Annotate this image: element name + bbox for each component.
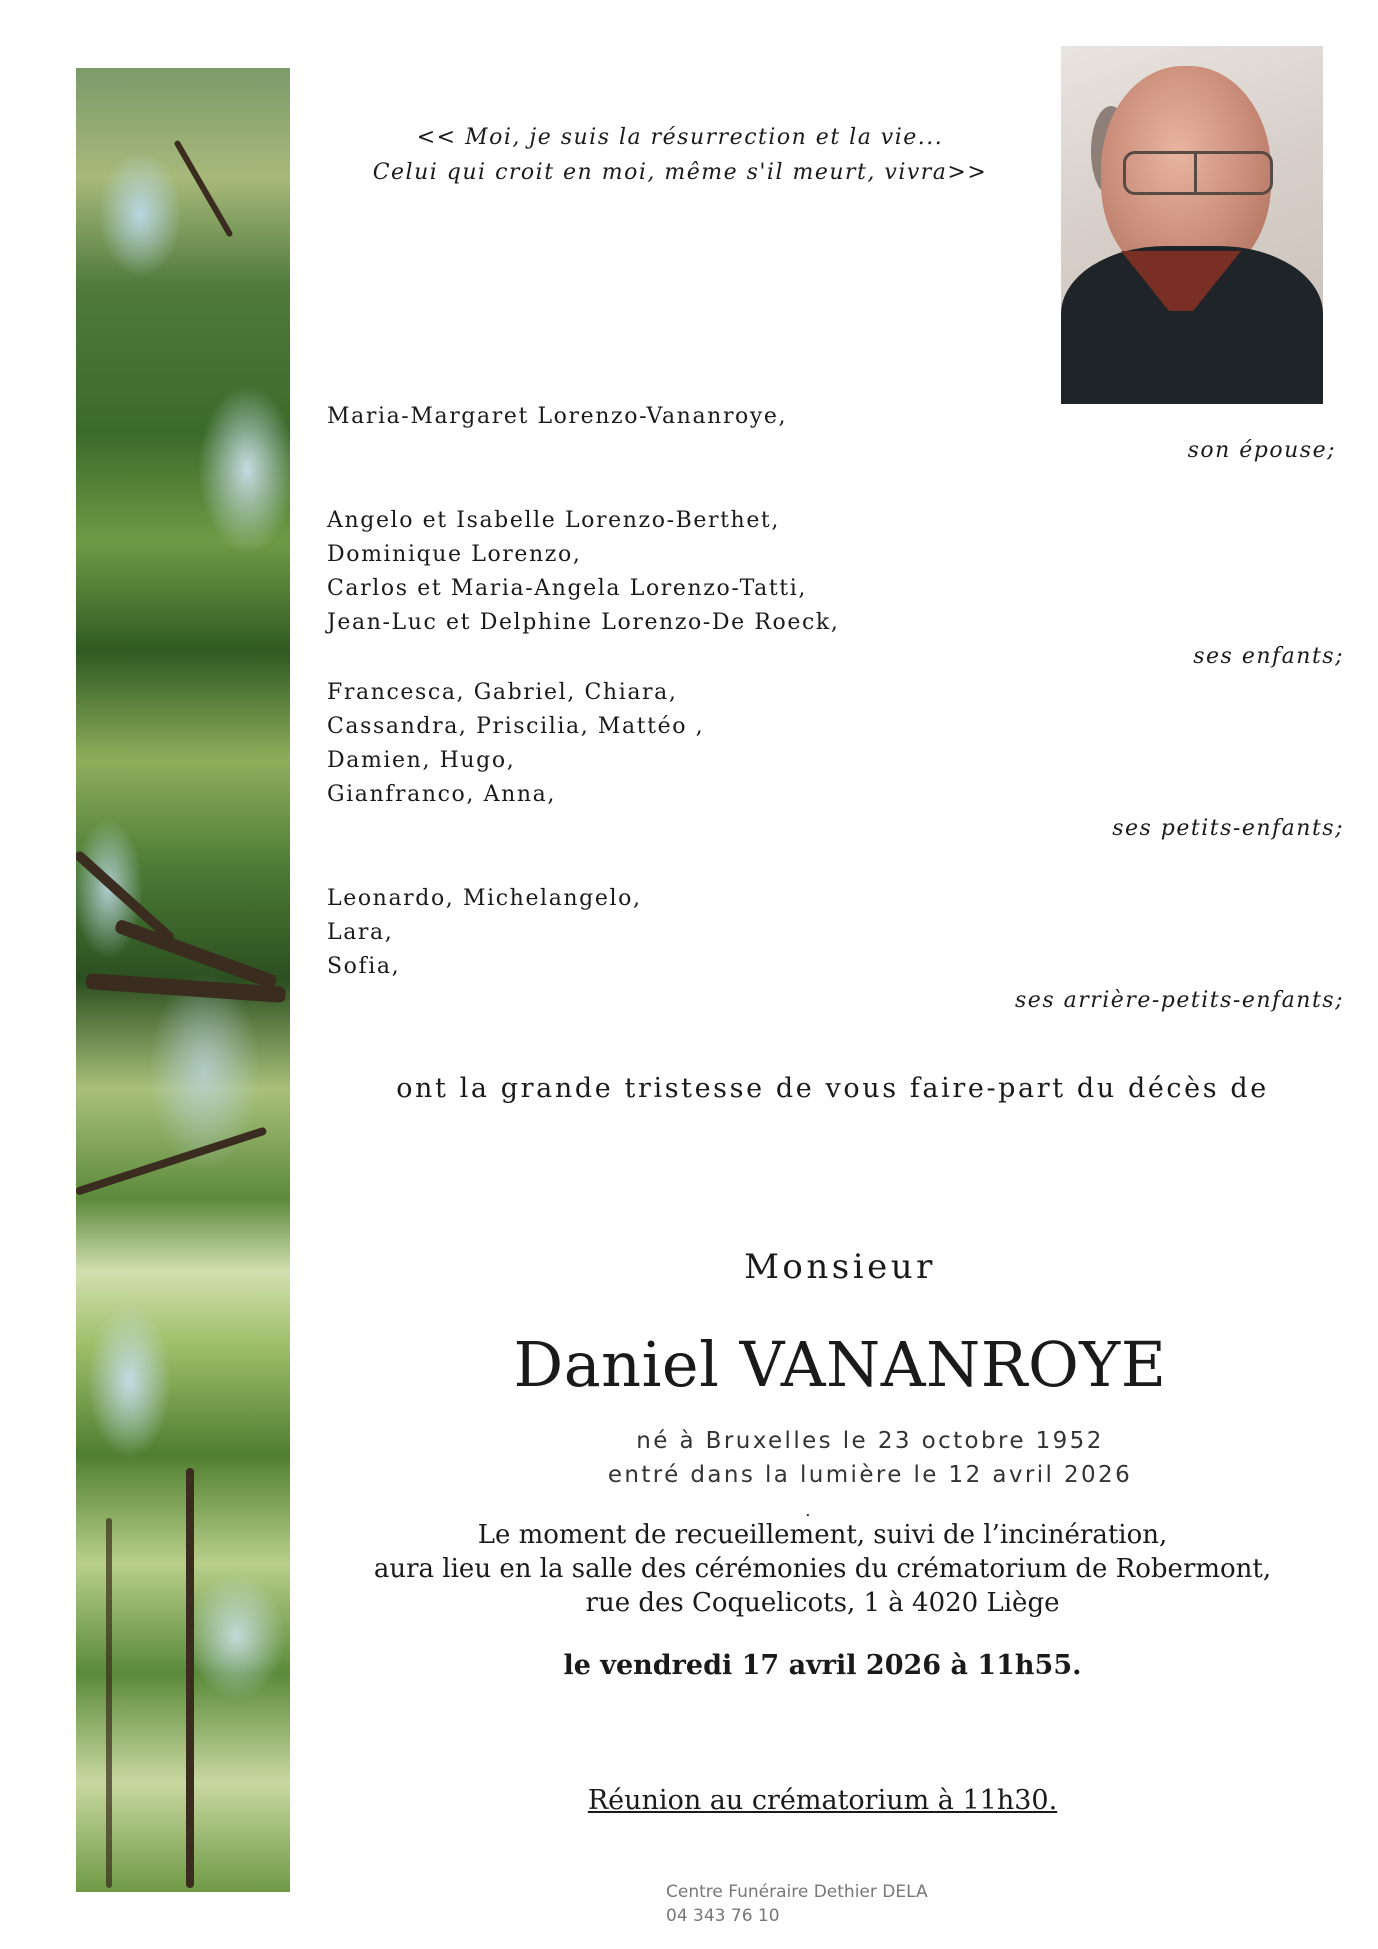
children-role: ses enfants; <box>1193 644 1344 669</box>
spouse-names <box>327 400 787 434</box>
great-grandchildren-role: ses arrière-petits-enfants; <box>1015 988 1344 1013</box>
separator-dot: . <box>805 1500 811 1521</box>
funeral-home-footer <box>666 1880 928 1928</box>
grandchildren-names <box>327 676 704 812</box>
glasses-icon <box>1123 151 1273 195</box>
quote-line-2: Celui qui croit en moi, même s'il meurt, vivra>> <box>372 160 988 185</box>
grandchildren-role: ses petits-enfants; <box>1112 816 1344 841</box>
bible-quote <box>290 120 1070 190</box>
family-name-line: Damien, Hugo, <box>327 748 516 773</box>
great-grandchildren-names <box>327 882 642 984</box>
family-name-line: Sofia, <box>327 954 401 979</box>
family-name-line: Leonardo, Michelangelo, <box>327 886 642 911</box>
family-name-line: Jean-Luc et Delphine Lorenzo-De Roeck, <box>327 610 840 635</box>
family-name-line: Cassandra, Priscilia, Mattéo , <box>327 714 705 739</box>
funeral-home-name: Centre Funéraire Dethier DELA <box>666 1882 928 1902</box>
deceased-title: Monsieur <box>744 1247 936 1287</box>
forest-canopy-image <box>76 68 290 1892</box>
ceremony-line-3: rue des Coquelicots, 1 à 4020 Liège <box>585 1588 1060 1618</box>
funeral-home-phone: 04 343 76 10 <box>666 1906 780 1926</box>
family-name-line: Dominique Lorenzo, <box>327 542 582 567</box>
deceased-name: Daniel VANANROYE <box>513 1328 1167 1401</box>
quote-line-1: << Moi, je suis la résurrection et la vie... <box>416 125 944 150</box>
birth-line: né à Bruxelles le 23 octobre 1952 <box>636 1428 1104 1454</box>
meeting-info: Réunion au crématorium à 11h30. <box>587 1785 1058 1816</box>
ceremony-line-1: Le moment de recueillement, suivi de l’incinération, <box>477 1520 1168 1550</box>
children-names <box>327 504 839 640</box>
ceremony-line-2: aura lieu en la salle des cérémonies du crématorium de Robermont, <box>373 1554 1272 1584</box>
family-name-line: Francesca, Gabriel, Chiara, <box>327 680 678 705</box>
spouse-role: son épouse; <box>1187 438 1336 463</box>
family-name-line: Maria-Margaret Lorenzo-Vananroye, <box>327 404 788 429</box>
family-name-line: Carlos et Maria-Angela Lorenzo-Tatti, <box>327 576 807 601</box>
death-line: entré dans la lumière le 12 avril 2026 <box>607 1462 1133 1488</box>
portrait-photo <box>1061 46 1323 404</box>
family-name-line: Angelo et Isabelle Lorenzo-Berthet, <box>327 508 780 533</box>
family-name-line: Gianfranco, Anna, <box>327 782 556 807</box>
family-name-line: Lara, <box>327 920 394 945</box>
announcement-text: ont la grande tristesse de vous faire-part du décès de <box>396 1073 1269 1104</box>
ceremony-date: le vendredi 17 avril 2026 à 11h55. <box>563 1650 1082 1681</box>
ceremony-details <box>290 1518 1355 1620</box>
